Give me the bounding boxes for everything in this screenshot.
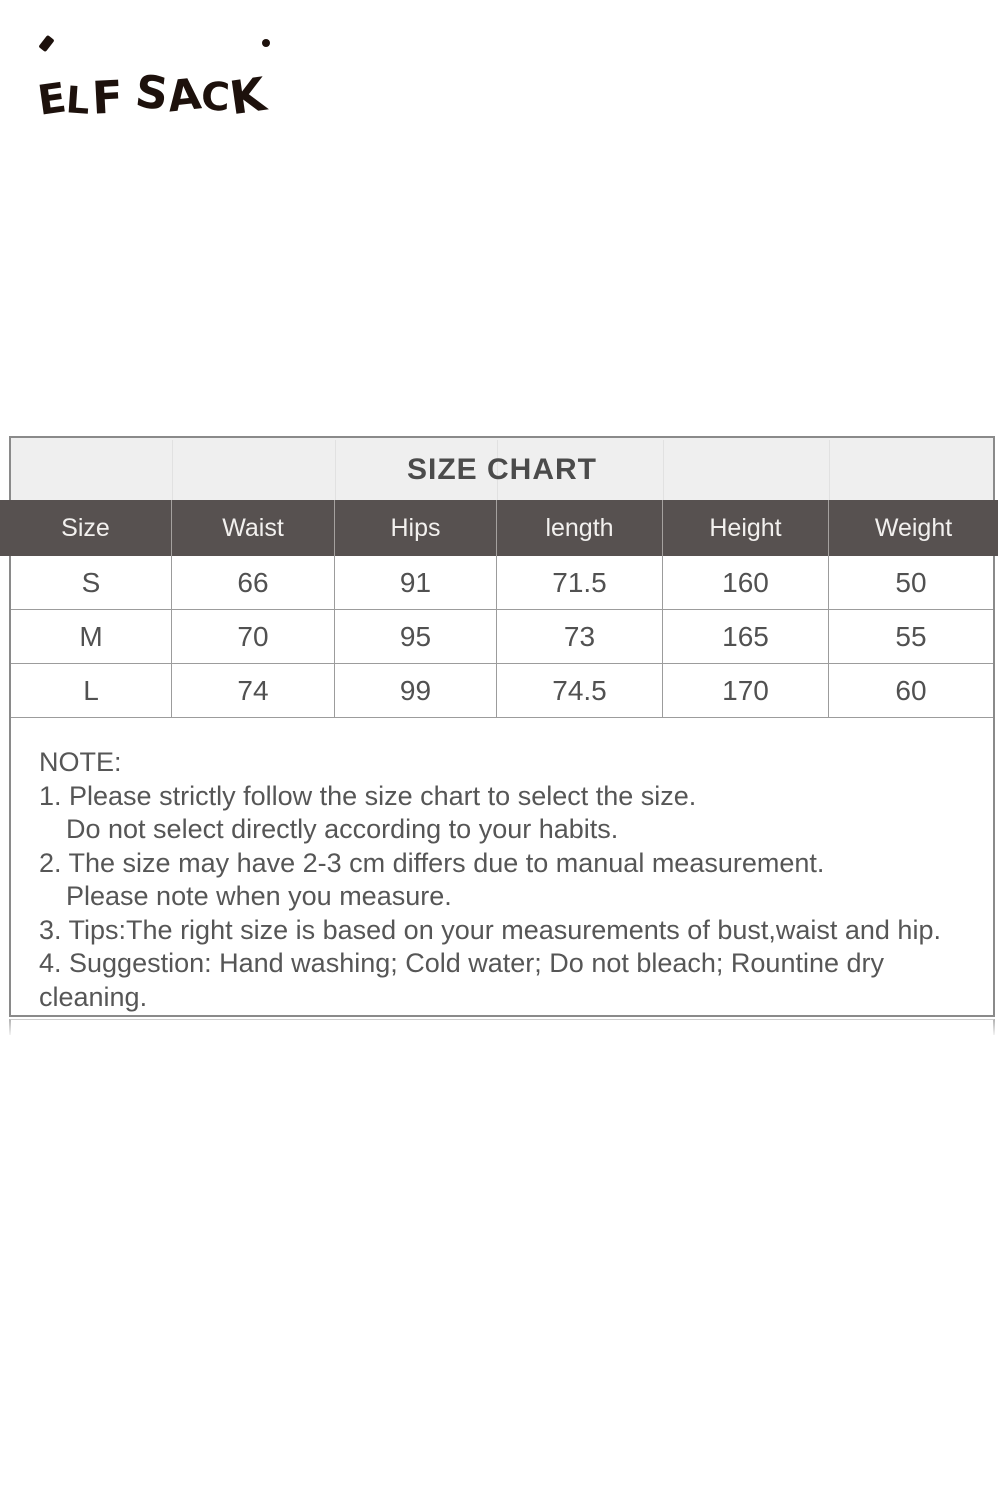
table-cell-size: S (11, 556, 172, 610)
column-header-length: length (497, 500, 663, 556)
logo-accent-mark (38, 35, 54, 52)
table-cell-length: 71.5 (497, 556, 663, 610)
note-section (39, 746, 979, 1014)
note-line: Do not select directly according to your habits. (66, 814, 619, 844)
logo-letter: S (132, 64, 172, 121)
note-line: 2. The size may have 2-3 cm differs due to manual measurement. (39, 847, 825, 878)
logo-letter: F (90, 70, 124, 125)
column-header-size: Size (0, 500, 172, 556)
note-heading: NOTE: (39, 747, 122, 777)
table-cell-waist: 70 (172, 610, 335, 664)
logo-letter: L (64, 78, 92, 123)
table-cell-weight: 50 (829, 556, 993, 610)
table-cell-waist: 66 (172, 556, 335, 610)
logo-letter: E (34, 73, 70, 125)
table-cell-hips: 99 (335, 664, 497, 718)
logo-letter: A (164, 69, 204, 123)
table-cell-weight: 60 (829, 664, 993, 718)
column-header-weight: Weight (874, 514, 953, 542)
size-chart-title-band (11, 438, 993, 502)
table-cell-size: L (11, 664, 172, 718)
table-cell-length: 73 (497, 610, 663, 664)
note-line: 4. Suggestion: Hand washing; Cold water; Do not bleach; Rountine dry cleaning. (39, 948, 885, 1012)
size-table-header-row (0, 500, 998, 556)
brand-logo (34, 46, 269, 126)
logo-letter: K (225, 66, 269, 126)
table-cell-height: 165 (663, 610, 829, 664)
note-line: 1. Please strictly follow the size chart to select the size. (39, 780, 697, 811)
column-header-hips: Hips (335, 500, 497, 556)
image-cutoff-fade (0, 1019, 1000, 1041)
column-header-waist: Waist (172, 500, 335, 556)
size-table-body (11, 556, 993, 718)
logo-dot (262, 39, 270, 47)
table-cell-waist: 74 (172, 664, 335, 718)
logo-letter: C (200, 74, 231, 121)
table-cell-height: 170 (663, 664, 829, 718)
size-chart-title: SIZE CHART (407, 453, 597, 486)
note-line: Please note when you measure. (66, 881, 452, 911)
column-header-height: Height (663, 500, 829, 556)
table-cell-hips: 91 (335, 556, 497, 610)
table-cell-size: M (11, 610, 172, 664)
table-cell-height: 160 (663, 556, 829, 610)
table-cell-weight: 55 (829, 610, 993, 664)
table-cell-hips: 95 (335, 610, 497, 664)
table-cell-length: 74.5 (497, 664, 663, 718)
note-line: 3. Tips:The right size is based on your measurements of bust,waist and hip. (39, 914, 941, 945)
